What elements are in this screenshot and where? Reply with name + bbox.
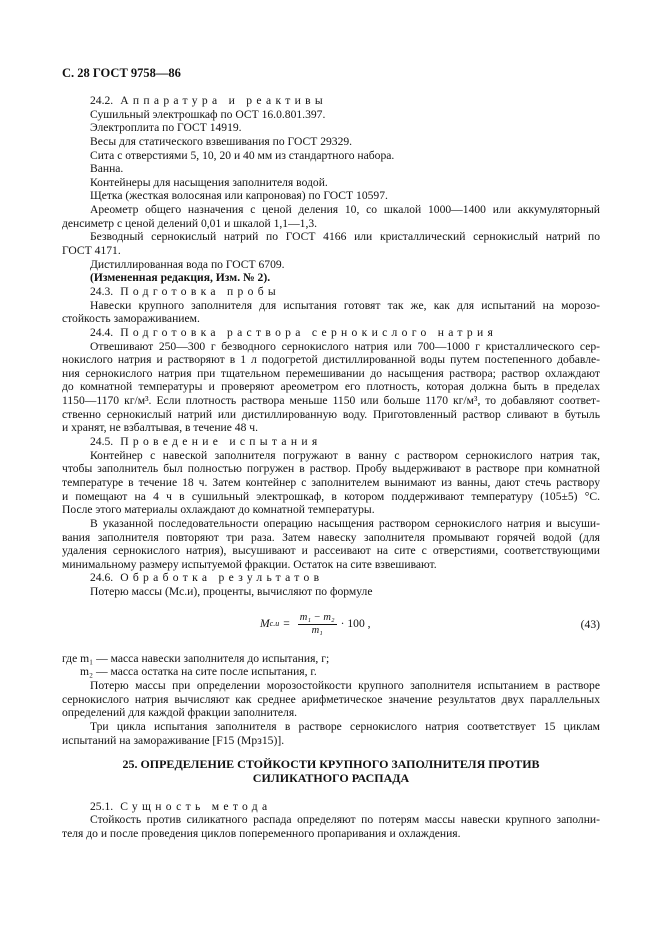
section-title: Аппаратура и реактивы xyxy=(120,94,327,107)
text-line: где m₁ — масса навески заполнителя до испытания, г; xyxy=(62,651,330,665)
text-line: нокислого натрия и растворяют в 1 л подогретой дистиллированной воды путем постепенного добавле- xyxy=(62,353,600,367)
section-title: Подготовка раствора сернокислого натрия xyxy=(120,325,498,339)
text-line: Потерю массы (Mс.и), проценты, вычисляют по формуле xyxy=(90,585,373,599)
text-line: Сушильный электрошкаф по ОСТ 16.0.801.397. xyxy=(90,107,326,121)
section-subheading xyxy=(62,94,600,108)
text-line: m₂ — масса остатка на сите после испытания, г. xyxy=(80,665,317,679)
section-subheading xyxy=(62,326,600,340)
text-line: ния сернокислого натрия при тщательном перемешивании до насыщения раствора; раствор охлаждают xyxy=(62,366,600,380)
text-line: ГОСТ 4171. xyxy=(62,244,121,258)
text-line: минимальному размеру испытуемой фракции. Остаток на сите взвешивают. xyxy=(62,557,437,571)
formula-fraction xyxy=(298,612,337,637)
section-number: 24.4. xyxy=(90,325,114,339)
heading-line: СИЛИКАТНОГО РАСПАДА xyxy=(252,770,410,785)
document-body xyxy=(62,94,600,841)
text-line: до комнатной температуры и проверяют ареометром его плотность, которая должна быть в пределах xyxy=(62,380,600,394)
paragraph xyxy=(62,652,600,666)
text-line: вания заполнителя повторяют три раза. Затем навеску заполнителя промывают горячей водой (для xyxy=(62,530,600,544)
section-subheading xyxy=(62,285,600,299)
text-line: стойкость замораживанием. xyxy=(62,312,200,326)
text-line: температуре в течение 18 ч. Затем контейнер с заполнителем вынимают из ванны, дают стечь раствору xyxy=(62,475,600,489)
text-line: теля до и после проведения циклов попеременного пропаривания и охлаждения. xyxy=(62,827,461,841)
section-heading xyxy=(62,758,600,786)
paragraph xyxy=(62,135,600,149)
section-subheading xyxy=(62,435,600,449)
paragraph xyxy=(62,299,600,326)
text-line: определений для каждой фракции заполнителя. xyxy=(62,706,298,720)
page-header: С. 28 ГОСТ 9758—86 xyxy=(62,66,181,80)
paragraph xyxy=(62,449,600,517)
text-line: Весы для статического взвешивания по ГОСТ 29329. xyxy=(90,134,353,148)
formula-numerator: m₁ − m₂ xyxy=(299,611,335,623)
paragraph xyxy=(62,679,600,720)
text-line: В указанной последовательности операцию насыщения раствором сернокислого натрия и высуши- xyxy=(90,516,600,530)
section-title: Обработка результатов xyxy=(120,571,324,585)
text-line: денсиметр с ценой делений 0,01 и шкалой 1,1—1,3. xyxy=(62,216,318,230)
text-line: Дистиллированная вода по ГОСТ 6709. xyxy=(90,257,285,271)
paragraph xyxy=(62,230,600,257)
formula xyxy=(260,612,371,637)
text-line: чтобы заполнитель был полностью погружен в раствор. Пробу выдерживают в растворе при комнатной xyxy=(62,462,600,476)
formula-lhs: M xyxy=(260,617,270,631)
amendment-note: (Измененная редакция, Изм. № 2). xyxy=(90,271,271,285)
formula-tail: · 100 , xyxy=(340,617,371,631)
text-line: Навески крупного заполнителя для испытания готовят так же, как для испытаний на морозо- xyxy=(90,298,600,312)
section-title: Подготовка пробы xyxy=(120,284,281,298)
paragraph xyxy=(62,203,600,230)
text-line: Стойкость против силикатного распада определяют по потерям массы навески крупного заполни- xyxy=(90,813,600,827)
paragraph xyxy=(62,258,600,272)
paragraph xyxy=(62,162,600,176)
section-title: Проведение испытания xyxy=(120,435,322,449)
heading-line: 25. ОПРЕДЕЛЕНИЕ СТОЙКОСТИ КРУПНОГО ЗАПОЛНИТЕЛЯ ПРОТИВ xyxy=(122,757,540,772)
paragraph xyxy=(62,176,600,190)
text-line: Сита с отверстиями 5, 10, 20 и 40 мм из стандартного набора. xyxy=(90,148,395,162)
section-subheading xyxy=(62,571,600,585)
section-number: 24.6. xyxy=(90,571,114,585)
text-line: Контейнер с навеской заполнителя погружают в ванну с раствором сернокислого натрия так, xyxy=(90,448,600,462)
paragraph xyxy=(62,108,600,122)
text-line: Контейнеры для насыщения заполнителя водой. xyxy=(90,175,328,189)
section-number: 24.3. xyxy=(90,284,114,298)
formula-lhs-subscript: с.и xyxy=(269,619,280,629)
text-line: удаления сернокислого натрия), высушивают и рассеивают на сите с отверстиями, соответствующими xyxy=(62,544,600,558)
text-line: Ванна. xyxy=(90,162,124,176)
text-line: испытаний на замораживание [F15 (Мрз15)]. xyxy=(62,733,285,747)
text-line: Три цикла испытания заполнителя в растворе сернокислого натрия соответствует 15 циклам xyxy=(90,719,600,733)
text-line: Ареометр общего назначения с ценой деления 10, со шкалой 1000—1400 или аккумуляторный xyxy=(90,203,600,217)
formula-number: (43) xyxy=(580,617,600,631)
section-number: 24.2. xyxy=(90,94,114,107)
paragraph xyxy=(62,665,600,679)
section-number: 25.1. xyxy=(90,799,114,813)
text-line: сернокислого натрия вычисляют как среднее арифметическое значение результатов двух параллельных xyxy=(62,692,600,706)
text-line: и помещают на 4 ч в сушильный электрошкаф, в котором поддерживают температуру (105±5) °С. xyxy=(62,489,600,503)
text-line: Щетка (жесткая волосяная или капроновая) по ГОСТ 10597. xyxy=(90,189,388,203)
formula-denominator: m₁ xyxy=(311,624,323,636)
paragraph xyxy=(62,189,600,203)
paragraph xyxy=(62,813,600,840)
text-line: Безводный сернокислый натрий по ГОСТ 4166 или кристаллический сернокислый натрий по xyxy=(90,230,600,244)
paragraph xyxy=(62,517,600,572)
text-line: Потерю массы при определении морозостойкости крупного заполнителя испытанием в растворе xyxy=(90,678,600,692)
text-line: После этого материалы охлаждают до комнатной температуры. xyxy=(62,503,375,517)
text-line: Электроплита по ГОСТ 14919. xyxy=(90,121,242,135)
paragraph xyxy=(62,149,600,163)
section-title: Сущность метода xyxy=(120,799,272,813)
text-line: и хранят, не взбалтывая, в течение 48 ч. xyxy=(62,421,259,435)
paragraph xyxy=(62,121,600,135)
text-line: ственно сернокислый натрий или дистиллированную воду. Приготовленный раствор сливают в бутыль xyxy=(62,407,600,421)
text-line: Отвешивают 250—300 г безводного сернокислого натрия или 700—1000 г кристаллического сер- xyxy=(90,339,600,353)
paragraph xyxy=(62,720,600,747)
paragraph xyxy=(62,585,600,599)
formula-equals: = xyxy=(283,617,290,631)
section-subheading xyxy=(62,800,600,814)
section-number: 24.5. xyxy=(90,435,114,449)
text-line: 1150—1170 кг/м³. Если плотность раствора меньше 1150 или больше 1170 кг/м³, то добавляют соответ- xyxy=(62,394,600,408)
formula-block xyxy=(62,606,600,646)
paragraph xyxy=(62,340,600,435)
